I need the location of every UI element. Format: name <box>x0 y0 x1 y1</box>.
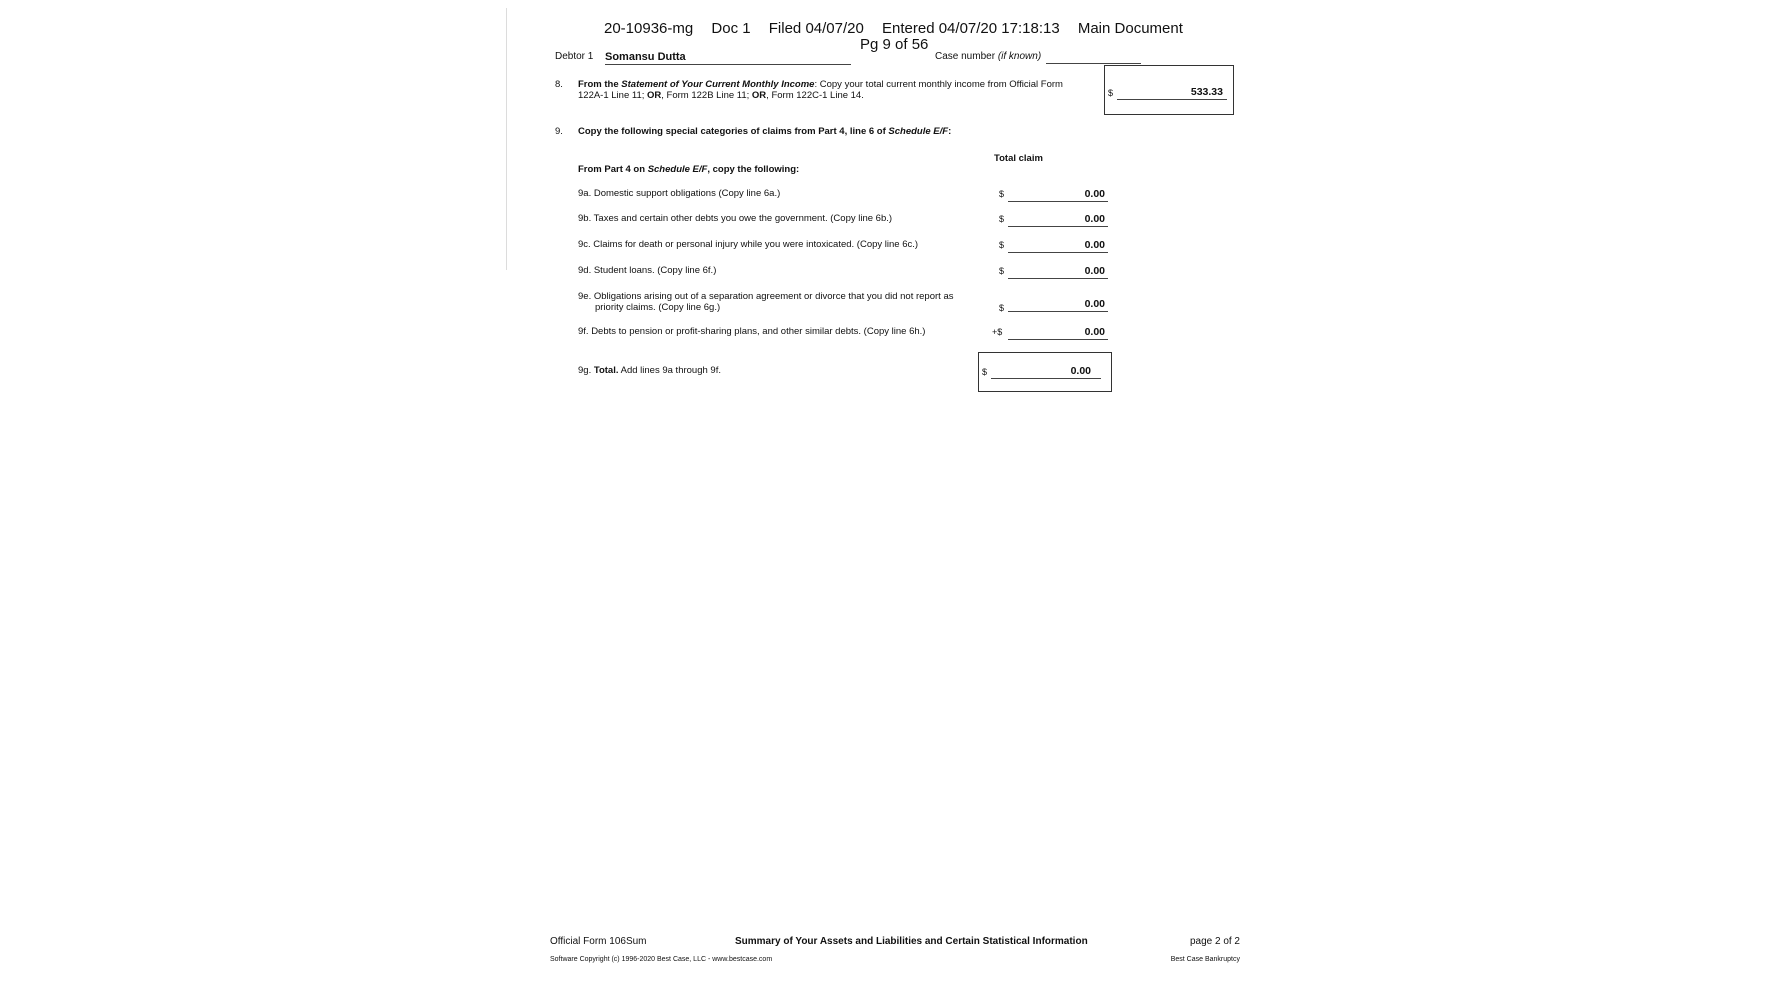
claim-label: 9a. Domestic support obligations (Copy line 6a.) <box>578 188 781 199</box>
line9-number: 9. <box>555 126 563 137</box>
claim-currency: +$ <box>992 327 1003 337</box>
line8-or1: OR <box>647 90 662 101</box>
line8-text2a: 122A-1 Line 11; <box>578 90 645 101</box>
line9-schedule: Schedule E/F <box>888 126 949 137</box>
claim-currency: $ <box>999 303 1005 313</box>
line8-currency: $ <box>1108 88 1114 98</box>
total-label <box>578 365 721 376</box>
claim-currency: $ <box>999 214 1005 224</box>
total-text: Add lines 9a through 9f. <box>620 365 721 376</box>
footer-form: Official Form 106Sum <box>550 936 647 947</box>
case-number-field <box>1046 63 1141 64</box>
claim-label: 9e. Obligations arising out of a separation agreement or divorce that you did not report as priority claims. (Copy line 6g.) <box>578 291 954 313</box>
total-amount-box <box>978 352 1112 392</box>
sub-head-a: From Part 4 on <box>578 164 646 175</box>
claim-currency: $ <box>999 240 1005 250</box>
total-bold: Total. <box>593 365 619 376</box>
case-number-label <box>935 51 1041 62</box>
footer-title: Summary of Your Assets and Liabilities and Certain Statistical Information <box>735 936 1088 947</box>
line8-text1: : Copy your total current monthly income from Official Form <box>814 79 1063 90</box>
claim-amount: 0.00 <box>1008 326 1108 340</box>
claim-amount: 0.00 <box>1008 265 1108 279</box>
doc-number: Doc 1 <box>711 20 751 37</box>
document-title: Main Document <box>1077 20 1183 37</box>
line9-subheader <box>578 164 799 175</box>
debtor-label: Debtor 1 <box>555 51 594 62</box>
total-amount: 0.00 <box>991 365 1101 379</box>
line8-amount: 533.33 <box>1117 86 1227 100</box>
filed-date: Filed 04/07/20 <box>768 20 864 37</box>
court-header <box>604 20 1197 37</box>
claim-label: 9d. Student loans. (Copy line 6f.) <box>578 265 717 276</box>
claim-amount: 0.00 <box>1008 188 1108 202</box>
line8-lead: From the <box>578 79 619 90</box>
claim-label: 9c. Claims for death or personal injury while you were intoxicated. (Copy line 6c.) <box>578 239 919 250</box>
line8-text2b: , Form 122B Line 11; <box>661 90 750 101</box>
page-indicator: Pg 9 of 56 <box>860 36 929 53</box>
sub-head-schedule: Schedule E/F <box>647 164 708 175</box>
line8-source: Statement of Your Current Monthly Income <box>621 79 815 90</box>
footer-copyright: Software Copyright (c) 1996-2020 Best Case, LLC - www.bestcase.com <box>550 956 773 963</box>
claim-amount: 0.00 <box>1008 213 1108 227</box>
case-id: 20-10936-mg <box>604 20 694 37</box>
claim-label: 9f. Debts to pension or profit-sharing plans, and other similar debts. (Copy line 6h.) <box>578 326 926 337</box>
page-edge-line <box>506 8 507 270</box>
claim-currency: $ <box>999 189 1005 199</box>
line8-amount-box <box>1104 65 1234 115</box>
entered-date: Entered 04/07/20 17:18:13 <box>882 20 1060 37</box>
debtor-name-field: Somansu Dutta <box>605 51 851 65</box>
line9-text-a: Copy the following special categories of claims from Part 4, line 6 of <box>578 126 886 137</box>
line8-number: 8. <box>555 79 563 90</box>
claim-amount: 0.00 <box>1008 239 1108 253</box>
claim-currency: $ <box>999 266 1005 276</box>
line8-text2c: , Form 122C-1 Line 14. <box>766 90 864 101</box>
total-claim-header: Total claim <box>994 153 1043 164</box>
line9-text <box>578 126 951 137</box>
sub-head-b: , copy the following: <box>707 164 800 175</box>
case-number-label-text: Case number <box>935 51 996 62</box>
claim-amount: 0.00 <box>1008 298 1108 312</box>
line8-or2: OR <box>751 90 767 101</box>
claim-label: 9b. Taxes and certain other debts you owe the government. (Copy line 6b.) <box>578 213 893 224</box>
case-number-hint: (if known) <box>997 51 1042 62</box>
total-currency: $ <box>982 367 988 377</box>
total-prefix: 9g. <box>578 365 592 376</box>
footer-vendor: Best Case Bankruptcy <box>1170 956 1240 963</box>
footer-page: page 2 of 2 <box>1189 936 1240 947</box>
line8-text <box>578 79 1098 101</box>
line9-text-b: : <box>948 126 952 137</box>
